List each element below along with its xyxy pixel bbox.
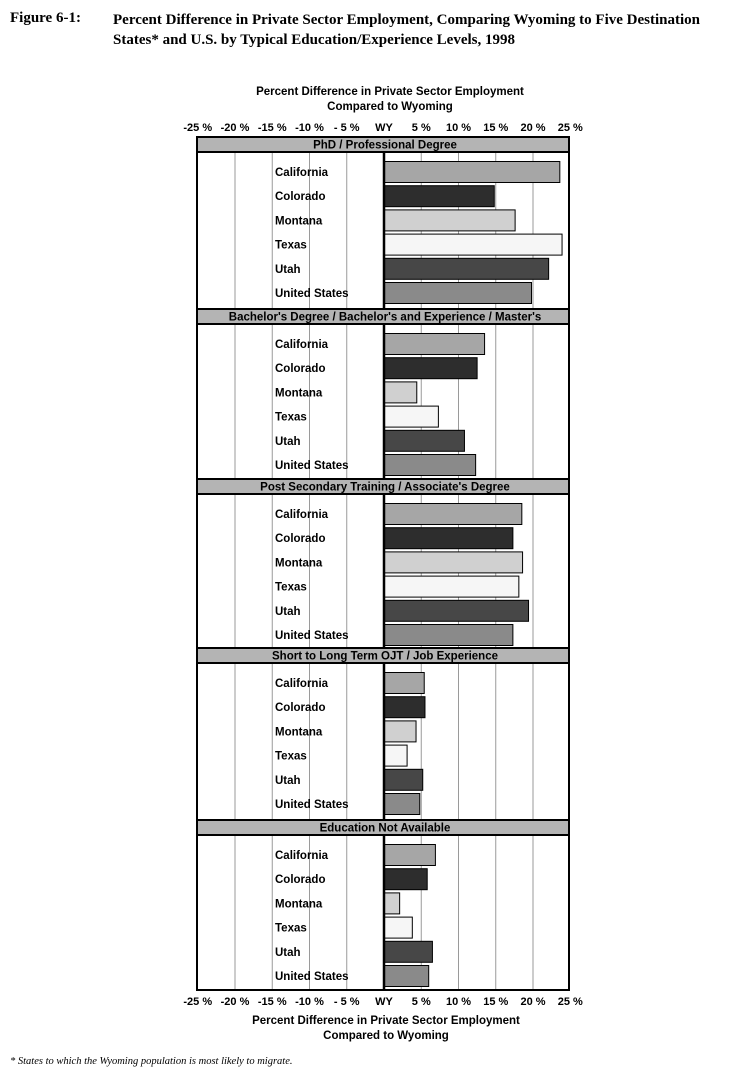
category-label: Utah [275, 263, 301, 276]
category-label: United States [275, 799, 349, 811]
panel-title: Post Secondary Training / Associate's Degree [260, 481, 510, 494]
bar [384, 406, 438, 427]
x-tick-label-bottom: 20 % [520, 996, 546, 1008]
bar [384, 382, 417, 403]
category-label: Texas [275, 239, 307, 252]
figure-title: Percent Difference in Private Sector Employment, Comparing Wyoming to Five Destination States* and U.S. by Typical Education/Experience Levels, 1998 [113, 12, 700, 48]
bar [384, 210, 515, 231]
x-tick-label-top: -20 % [220, 122, 250, 134]
bar [384, 893, 400, 914]
category-label: United States [275, 971, 349, 983]
bar [384, 258, 549, 279]
category-label: Utah [275, 946, 301, 959]
x-tick-label-top: 25 % [557, 122, 583, 134]
bar [384, 917, 412, 938]
x-tick-label-bottom: 15 % [483, 996, 509, 1008]
category-label: Colorado [275, 363, 326, 376]
x-tick-label-bottom: -25 % [183, 996, 213, 1008]
bar [384, 504, 522, 525]
category-label: Utah [275, 605, 301, 618]
chart-top-title-line: Compared to Wyoming [327, 101, 453, 113]
category-label: Montana [275, 387, 323, 400]
x-tick-label-bottom: -15 % [257, 996, 287, 1008]
figure-number: Figure 6-1: [10, 10, 81, 26]
bar [384, 334, 485, 355]
category-label: California [275, 339, 329, 351]
category-label: Montana [275, 557, 323, 570]
panel-title: Bachelor's Degree / Bachelor's and Experience / Master's [228, 311, 542, 324]
x-tick-label-bottom: -10 % [295, 996, 324, 1008]
bar [384, 162, 560, 183]
bar [384, 721, 416, 742]
category-label: United States [275, 630, 349, 642]
x-tick-label-top: -25 % [183, 122, 213, 134]
x-tick-label-top: 5 % [411, 122, 431, 134]
x-axis-label-line: Percent Difference in Private Sector Employment [252, 1015, 520, 1027]
bar [384, 600, 529, 621]
chart-top-title-line: Percent Difference in Private Sector Employment [256, 86, 524, 98]
bar [384, 941, 432, 962]
x-tick-label-top: WY [375, 122, 393, 134]
bar [384, 745, 407, 766]
panel-title: Short to Long Term OJT / Job Experience [272, 650, 498, 663]
category-label: Texas [275, 922, 307, 935]
x-tick-label-top: 10 % [445, 122, 472, 134]
bar [384, 283, 532, 304]
category-label: Montana [275, 726, 323, 739]
x-axis-label-line: Compared to Wyoming [323, 1030, 449, 1042]
category-label: Colorado [275, 702, 326, 715]
category-label: United States [275, 460, 349, 472]
category-label: Texas [275, 411, 307, 424]
x-tick-label-top: -10 % [295, 122, 324, 134]
x-tick-label-top: -15 % [257, 122, 287, 134]
bar [384, 625, 513, 646]
category-label: Utah [275, 774, 301, 787]
x-tick-label-top: 15 % [483, 122, 509, 134]
category-label: California [275, 167, 329, 179]
x-tick-label-bottom: - 5 % [333, 996, 360, 1008]
category-label: United States [275, 288, 349, 300]
category-label: Colorado [275, 533, 326, 546]
category-label: Colorado [275, 874, 326, 887]
category-label: California [275, 850, 329, 862]
bar [384, 769, 423, 790]
footnote: * States to which the Wyoming population is most likely to migrate. [10, 1056, 293, 1067]
category-label: Texas [275, 750, 307, 763]
panel-title: Education Not Available [319, 822, 451, 835]
category-label: Texas [275, 581, 307, 594]
x-tick-label-top: 20 % [520, 122, 546, 134]
x-tick-label-bottom: 25 % [557, 996, 583, 1008]
category-label: Montana [275, 898, 323, 911]
x-tick-label-bottom: 5 % [411, 996, 431, 1008]
bar [384, 186, 494, 207]
category-label: California [275, 509, 329, 521]
bar [384, 966, 429, 987]
x-tick-label-bottom: -20 % [220, 996, 250, 1008]
category-label: California [275, 678, 329, 690]
bar [384, 697, 425, 718]
bar [384, 845, 435, 866]
bar [384, 552, 523, 573]
bar [384, 869, 427, 890]
category-label: Utah [275, 435, 301, 448]
category-label: Colorado [275, 191, 326, 204]
category-label: Montana [275, 215, 323, 228]
bar [384, 673, 424, 694]
bar [384, 430, 464, 451]
bar [384, 576, 519, 597]
x-tick-label-top: - 5 % [333, 122, 360, 134]
panel-title: PhD / Professional Degree [313, 139, 457, 152]
bar [384, 528, 513, 549]
bar [384, 794, 420, 815]
x-tick-label-bottom: WY [375, 996, 393, 1008]
bar [384, 358, 477, 379]
bar [384, 455, 476, 476]
bar [384, 234, 562, 255]
x-tick-label-bottom: 10 % [445, 996, 472, 1008]
